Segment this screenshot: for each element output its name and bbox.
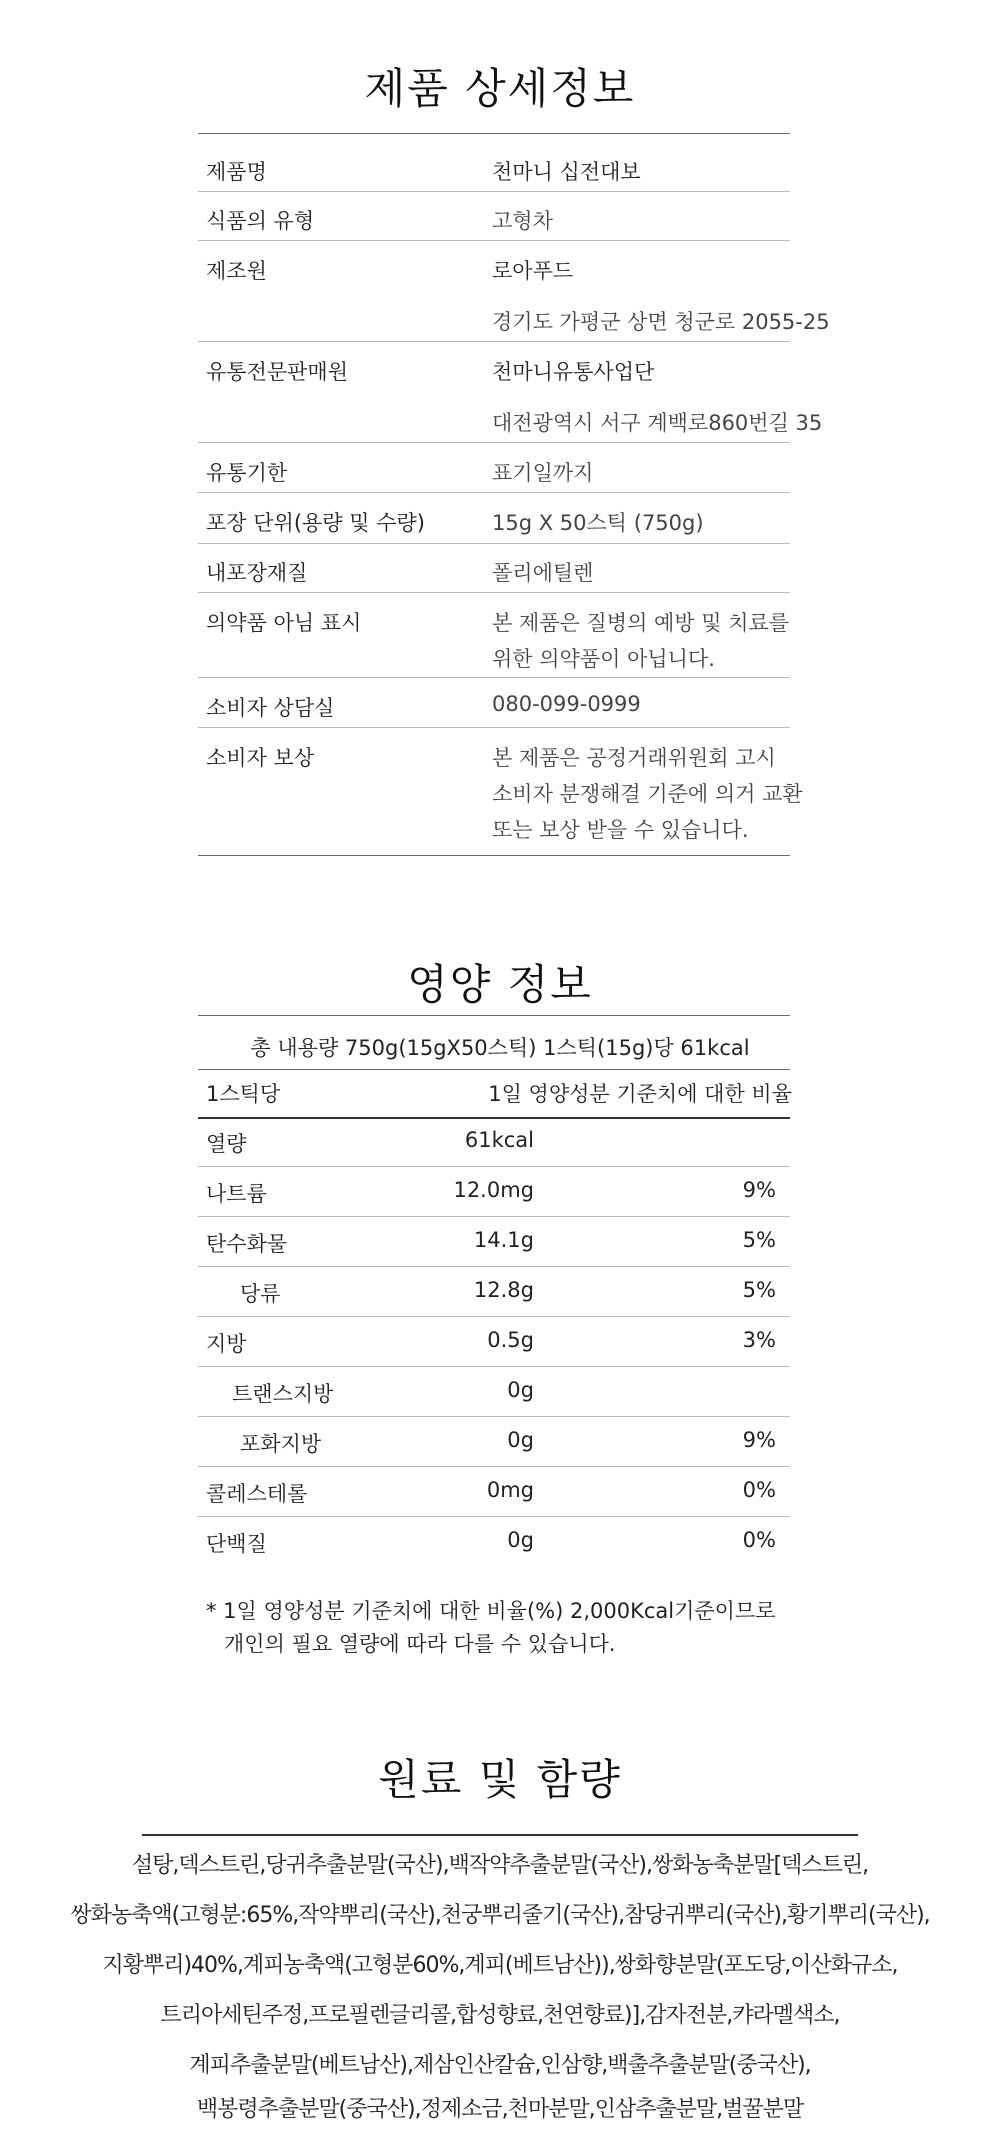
ingredients-title: 원료 및 함량 — [378, 1755, 622, 1804]
nutrition-row-divider — [198, 1266, 790, 1267]
detail-label-food-type: 식품의 유형 — [206, 209, 315, 233]
ingredients-line: 백봉령추출분말(중국산),정제소금,천마분말,인삼추출분말,벌꿀분말 — [196, 2097, 804, 2122]
detail-label-package-unit: 포장 단위(용량 및 수량) — [206, 511, 425, 535]
detail-row-divider — [198, 341, 790, 342]
nutrition-row-divider — [198, 1166, 790, 1167]
nutrient-pct: 5% — [742, 1278, 776, 1302]
ingredients-line: 트리아세틴주정,프로필렌글리콜,합성향료,천연향료)],감자전분,캬라멜색소, — [160, 2003, 840, 2028]
detail-label-inner-material: 내포장재질 — [206, 561, 308, 585]
detail-value-not-medicine-line2: 위한 의약품이 아닙니다. — [492, 647, 715, 671]
nutrition-row-divider — [198, 1516, 790, 1517]
nutrient-amount: 0.5g — [487, 1328, 534, 1352]
nutrient-name: 탄수화물 — [206, 1232, 288, 1256]
nutrition-row-divider — [198, 1316, 790, 1317]
detail-title: 제품 상세정보 — [364, 64, 636, 113]
detail-label-product-name: 제품명 — [206, 160, 267, 184]
nutrition-row-divider — [198, 1216, 790, 1217]
detail-value-distributor: 천마니유통사업단 — [492, 360, 655, 384]
nutrient-name: 콜레스테롤 — [206, 1482, 308, 1506]
nutrient-pct: 9% — [742, 1178, 776, 1202]
detail-row-divider — [198, 592, 790, 593]
nutrient-amount: 12.8g — [473, 1278, 534, 1302]
nutrient-amount: 12.0mg — [453, 1178, 534, 1202]
detail-value-product-name: 천마니 십전대보 — [492, 160, 641, 184]
nutrition-title: 영양 정보 — [407, 960, 593, 1009]
nutrient-name: 단백질 — [206, 1532, 267, 1556]
nutrient-pct: 5% — [742, 1228, 776, 1252]
detail-value-consumer-center: 080-099-0999 — [492, 692, 641, 716]
nutrient-pct: 0% — [742, 1478, 776, 1502]
nutrient-name: 나트륨 — [206, 1182, 267, 1206]
nutrient-name: 열량 — [206, 1132, 247, 1156]
nutrition-row-divider — [198, 1466, 790, 1467]
ingredients-line: 지황뿌리)40%,계피농축액(고형분60%,계피(베트남산)),쌍화향분말(포도당,이산화규소, — [102, 1953, 898, 1978]
detail-value-compensation-line2: 소비자 분쟁해결 기준에 의거 교환 — [492, 782, 803, 806]
nutrient-pct: 9% — [742, 1428, 776, 1452]
detail-value-distributor-address: 대전광역시 서구 계백로860번길 35 — [492, 411, 823, 435]
nutrient-name: 포화지방 — [240, 1432, 322, 1456]
nutrient-amount: 0g — [507, 1428, 534, 1452]
nutrient-pct: 3% — [742, 1328, 776, 1352]
nutrient-name: 지방 — [206, 1332, 247, 1356]
detail-row-divider — [198, 442, 790, 443]
detail-value-manufacturer: 로아푸드 — [492, 259, 574, 283]
detail-value-food-type: 고형차 — [492, 209, 553, 233]
detail-row-divider — [198, 727, 790, 728]
nutrition-header-left: 1스틱당 — [206, 1082, 281, 1106]
nutrient-amount: 61kcal — [464, 1128, 534, 1152]
detail-bottom-rule — [198, 855, 790, 856]
nutrient-name: 트랜스지방 — [232, 1382, 334, 1406]
nutrition-top-rule — [198, 1015, 790, 1016]
nutrition-row-divider — [198, 1366, 790, 1367]
ingredients-line: 쌍화농축액(고형분:65%,작약뿌리(국산),천궁뿌리줄기(국산),참당귀뿌리(국산),황기뿌리(국산), — [70, 1903, 930, 1928]
detail-top-rule — [198, 133, 790, 134]
detail-value-inner-material: 폴리에틸렌 — [492, 561, 594, 585]
detail-value-compensation-line1: 본 제품은 공정거래위원회 고시 — [492, 746, 776, 770]
detail-label-consumer-center: 소비자 상담실 — [206, 696, 335, 720]
detail-label-expiry: 유통기한 — [206, 461, 288, 485]
nutrient-amount: 0g — [507, 1378, 534, 1402]
ingredients-line: 계피추출분말(베트남산),제삼인산칼슘,인삼향,백출추출분말(중국산), — [189, 2053, 811, 2078]
ingredients-line: 설탕,덱스트린,당귀추출분말(국산),백작약추출분말(국산),쌍화농축분말[덱스트린, — [131, 1853, 869, 1878]
nutrition-summary-rule — [198, 1069, 790, 1070]
nutrition-note: * 1일 영양성분 기준치에 대한 비율(%) 2,000Kcal기준이므로 — [206, 1599, 776, 1623]
detail-label-compensation: 소비자 보상 — [206, 746, 315, 770]
detail-value-not-medicine-line1: 본 제품은 질병의 예방 및 치료를 — [492, 611, 790, 635]
nutrition-note-continued: 개인의 필요 열량에 따라 다를 수 있습니다. — [224, 1632, 616, 1656]
detail-label-not-medicine: 의약품 아님 표시 — [206, 611, 362, 635]
detail-value-manufacturer-address: 경기도 가평군 상면 청군로 2055-25 — [492, 310, 830, 334]
detail-label-manufacturer: 제조원 — [206, 259, 267, 283]
nutrient-amount: 0mg — [486, 1478, 534, 1502]
detail-row-divider — [198, 492, 790, 493]
detail-row-divider — [198, 677, 790, 678]
nutrition-header-rule — [198, 1117, 790, 1119]
detail-row-divider — [198, 543, 790, 544]
nutrient-amount: 14.1g — [473, 1228, 534, 1252]
nutrition-header-right: 1일 영양성분 기준치에 대한 비율 — [488, 1082, 792, 1106]
detail-value-compensation-line3: 또는 보상 받을 수 있습니다. — [492, 818, 749, 842]
detail-row-divider — [198, 240, 790, 241]
nutrition-summary: 총 내용량 750g(15gX50스틱) 1스틱(15g)당 61kcal — [250, 1036, 750, 1060]
detail-value-package-unit: 15g X 50스틱 (750g) — [492, 511, 704, 535]
nutrient-name: 당류 — [240, 1282, 281, 1306]
detail-value-expiry: 표기일까지 — [492, 461, 594, 485]
nutrient-pct: 0% — [742, 1528, 776, 1552]
detail-row-divider — [198, 191, 790, 192]
nutrient-amount: 0g — [507, 1528, 534, 1552]
detail-label-distributor: 유통전문판매원 — [206, 360, 349, 384]
ingredients-rule — [142, 1834, 858, 1836]
nutrition-row-divider — [198, 1416, 790, 1417]
